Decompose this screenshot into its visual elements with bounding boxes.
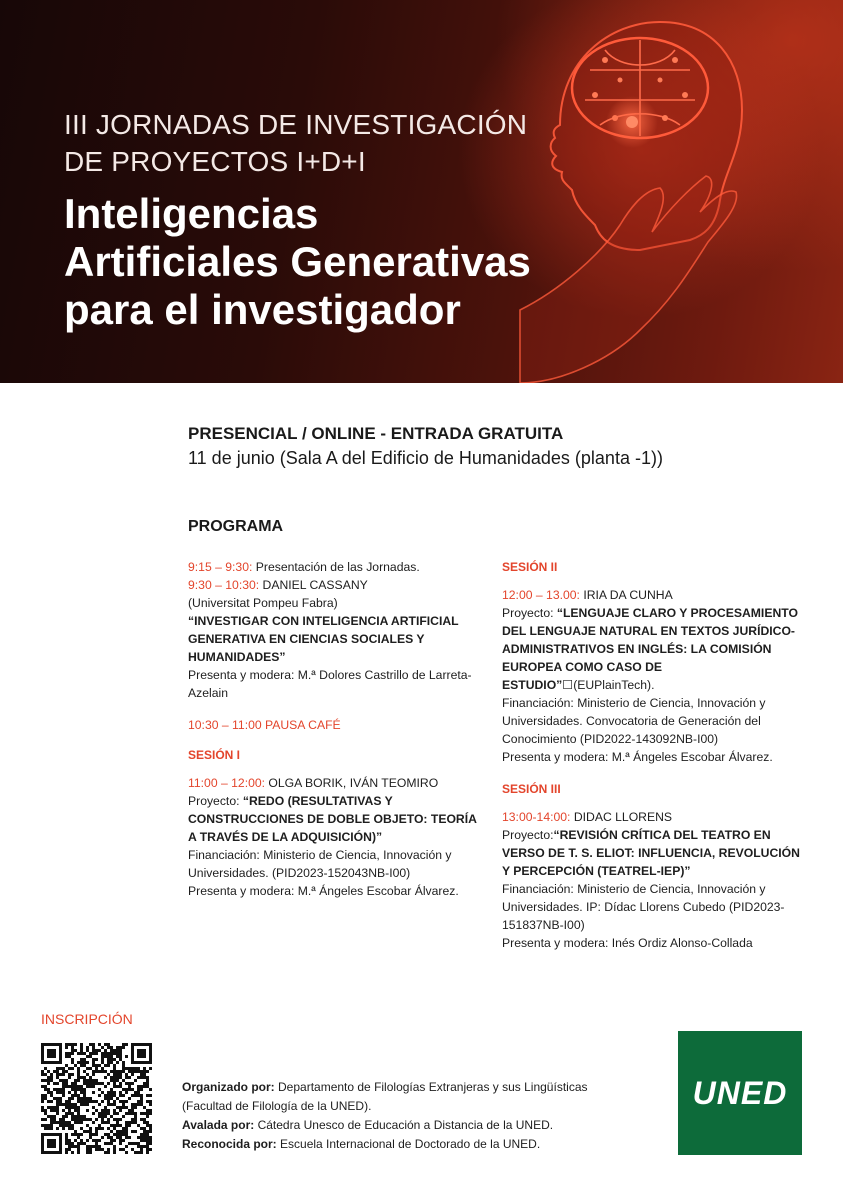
session-2-title: SESIÓN II <box>502 560 558 574</box>
page-title <box>64 190 624 334</box>
session-1-project <box>188 792 484 846</box>
session-3-project <box>502 826 802 880</box>
coffee-break: 10:30 – 11:00 PAUSA CAFÉ <box>188 718 341 732</box>
session-2-funding: Financiación: Ministerio de Ciencia, Innovación y Universidades. Convocatoria de Generación del Conocimiento (PID2022-143092NB-I00) <box>502 696 766 746</box>
session-2-project <box>502 604 802 694</box>
session-3-project-prefix: Proyecto: <box>502 828 554 842</box>
session-3-project-title: “REVISIÓN CRÍTICA DEL TEATRO EN VERSO DE T. S. ELIOT: INFLUENCIA, REVOLUCIÓN Y PERCEPCIÓN (TEATREL-IEP)” <box>502 828 800 878</box>
keynote-line <box>188 576 484 594</box>
registration-label: INSCRIPCIÓN <box>41 1011 133 1027</box>
session-1-title: SESIÓN I <box>188 748 241 762</box>
qr-code-icon[interactable] <box>41 1043 152 1154</box>
organized-by <box>182 1078 622 1116</box>
event-info <box>188 423 788 471</box>
organized-by-label: Organizado por: <box>182 1080 275 1094</box>
keynote-title: “INVESTIGAR CON INTELIGENCIA ARTIFICIAL GENERATIVA EN CIENCIAS SOCIALES Y HUMANIDADES” <box>188 614 459 664</box>
session-3-line <box>502 808 802 826</box>
opening-time: 9:15 – 9:30: <box>188 560 253 574</box>
session-1-project-title: “REDO (RESULTATIVAS Y CONSTRUCCIONES DE DOBLE OBJETO: TEORÍA A TRAVÉS DE LA ADQUISICIÓN)” <box>188 794 477 844</box>
session-2-line <box>502 586 802 604</box>
session-1-time: 11:00 – 12:00: <box>188 776 266 790</box>
recognized-by-label: Reconocida por: <box>182 1137 277 1151</box>
title-line-3: para el investigador <box>64 286 461 333</box>
recognized-by-text: Escuela Internacional de Doctorado de la UNED. <box>276 1137 541 1151</box>
recognized-by <box>182 1135 622 1154</box>
program-title: PROGRAMA <box>188 518 284 535</box>
endorsed-by <box>182 1116 622 1135</box>
keynote-moderator: Presenta y modera: M.ª Dolores Castrillo de Larreta-Azelain <box>188 668 472 700</box>
event-date: 11 de junio (Sala A del Edificio de Humanidades (planta -1)) <box>188 448 663 468</box>
program-right-column <box>502 558 802 952</box>
title-line-2: Artificiales Generativas <box>64 238 531 285</box>
keynote-speaker: DANIEL CASSANY <box>259 578 368 592</box>
opening-text: Presentación de las Jornadas. <box>252 560 420 574</box>
opening-line <box>188 558 484 576</box>
session-2-moderator: Presenta y modera: M.ª Ángeles Escobar Álvarez. <box>502 750 773 764</box>
session-3-moderator: Presenta y modera: Inés Ordiz Alonso-Collada <box>502 936 753 950</box>
header-banner <box>0 0 843 383</box>
session-2-project-suffix: ☐(EUPlainTech). <box>562 678 655 692</box>
session-1-funding: Financiación: Ministerio de Ciencia, Innovación y Universidades. (PID2023-152043NB-I00) <box>188 848 452 880</box>
session-3-funding: Financiación: Ministerio de Ciencia, Innovación y Universidades. IP: Dídac Llorens Cubedo (PID2023-151837NB-I00) <box>502 882 785 932</box>
credits <box>182 1078 622 1154</box>
session-3-speakers: DIDAC LLORENS <box>570 810 673 824</box>
event-mode: PRESENCIAL / ONLINE - ENTRADA GRATUITA <box>188 424 564 443</box>
session-1-moderator: Presenta y modera: M.ª Ángeles Escobar Álvarez. <box>188 884 459 898</box>
title-line-1: Inteligencias <box>64 190 319 237</box>
session-2-speakers: IRIA DA CUNHA <box>579 588 673 602</box>
session-3-title: SESIÓN III <box>502 782 561 796</box>
session-2-time: 12:00 – 13.00: <box>502 588 580 602</box>
program-left-column <box>188 558 484 900</box>
endorsed-by-text: Cátedra Unesco de Educación a Distancia de la UNED. <box>254 1118 554 1132</box>
keynote-affiliation: (Universitat Pompeu Fabra) <box>188 596 338 610</box>
session-2-project-prefix: Proyecto: <box>502 606 557 620</box>
keynote-time: 9:30 – 10:30: <box>188 578 260 592</box>
session-3-time: 13:00-14:00: <box>502 810 571 824</box>
organized-by-text: Departamento de Filologías Extranjeras y sus Lingüísticas (Facultad de Filología de la UNED). <box>182 1080 588 1113</box>
session-2-project-title: “LENGUAJE CLARO Y PROCESAMIENTO DEL LENGUAJE NATURAL EN TEXTOS JURÍDICO-ADMINISTRATIVOS EN INGLÉS: LA COMISIÓN EUROPEA COMO CASO DE ESTUDIO” <box>502 606 798 692</box>
session-1-speakers: OLGA BORIK, IVÁN TEOMIRO <box>265 776 439 790</box>
session-1-line <box>188 774 484 792</box>
event-kicker <box>64 106 584 180</box>
uned-logo-text: UNED <box>692 1074 788 1111</box>
kicker-line-1: III JORNADAS DE INVESTIGACIÓN <box>64 109 528 140</box>
kicker-line-2: DE PROYECTOS I+D+I <box>64 146 366 177</box>
session-1-project-prefix: Proyecto: <box>188 794 243 808</box>
uned-logo <box>678 1031 802 1155</box>
endorsed-by-label: Avalada por: <box>182 1118 255 1132</box>
